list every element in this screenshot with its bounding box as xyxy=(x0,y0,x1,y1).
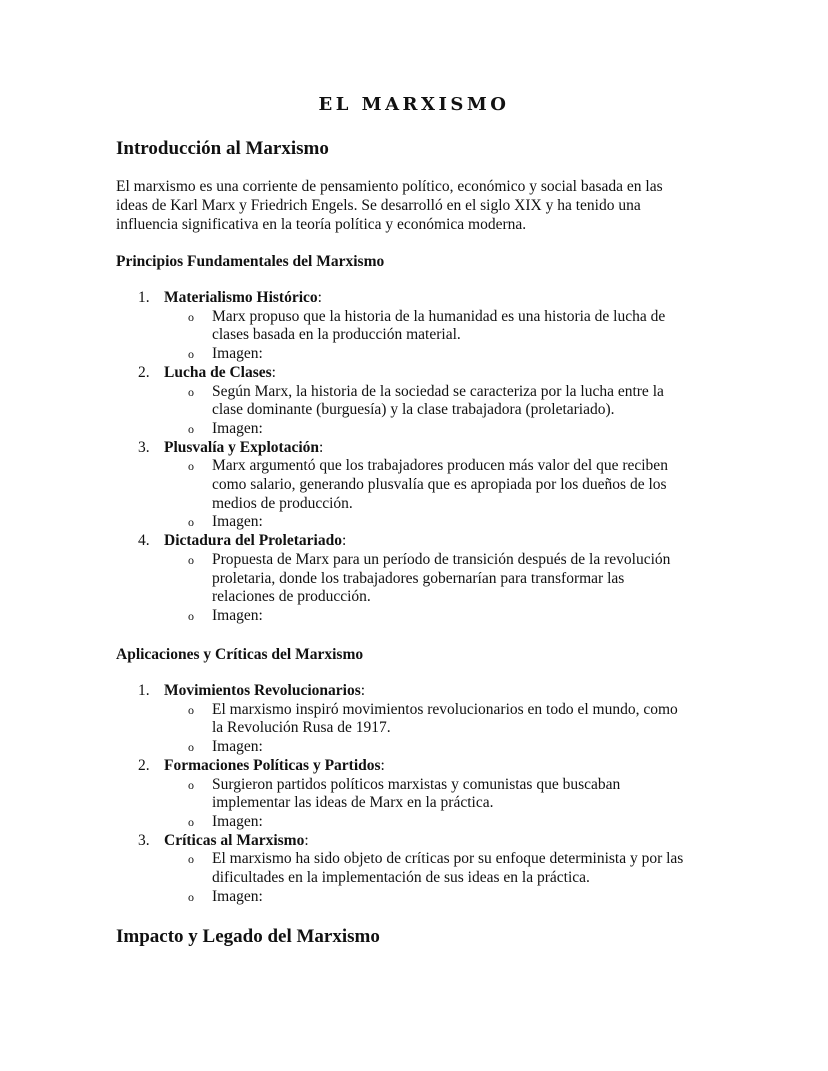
sub-list-item xyxy=(116,383,726,420)
list-item-title: Materialismo Histórico xyxy=(164,289,318,306)
sub-item-text: Marx argumentó que los trabajadores producen más valor del que reciben xyxy=(212,457,668,475)
sub-list-item xyxy=(116,345,726,364)
sub-item-text: Imagen: xyxy=(212,812,263,830)
sub-item-text: El marxismo ha sido objeto de críticas por su enfoque determinista y por las xyxy=(212,850,684,868)
bullet-icon: o xyxy=(188,889,194,904)
bullet-icon: o xyxy=(188,347,194,362)
sub-list-item xyxy=(116,813,726,832)
bullet-icon: o xyxy=(188,459,194,474)
bullet-icon: o xyxy=(188,515,194,530)
sub-list xyxy=(116,308,726,364)
sub-list-item xyxy=(116,308,726,345)
bullet-icon: o xyxy=(188,552,194,567)
bullet-icon: o xyxy=(188,814,194,829)
bullet-icon: o xyxy=(188,702,194,717)
list-item-title: Plusvalía y Explotación xyxy=(164,438,320,456)
sub-list-item xyxy=(116,420,726,439)
list-item-title: Movimientos Revolucionarios xyxy=(164,682,361,699)
intro-line: El marxismo es una corriente de pensamiento político, económico y social basada en las xyxy=(116,178,663,195)
bullet-icon: o xyxy=(188,608,194,623)
list-item-number: 1. xyxy=(138,682,150,699)
list-item-title: Formaciones Políticas y Partidos xyxy=(164,756,381,774)
sub-list xyxy=(116,701,726,757)
sub-item-text: dificultades en la implementación de sus ideas en la práctica. xyxy=(212,869,590,887)
list-item-colon: : xyxy=(317,289,322,306)
sub-item-text: implementar las ideas de Marx en la práctica. xyxy=(212,794,494,812)
list-item-heading xyxy=(116,757,726,776)
intro-line: influencia significativa en la teoría política y económica moderna. xyxy=(116,216,527,233)
sub-item-text: Imagen: xyxy=(212,887,263,905)
sub-item-text: Imagen: xyxy=(212,419,263,437)
list-item-title: Críticas al Marxismo xyxy=(164,831,305,849)
principles-list xyxy=(116,289,726,626)
bullet-icon: o xyxy=(188,384,194,399)
sub-item-text: como salario, generando plusvalía que es apropiada por los dueños de los xyxy=(212,476,667,494)
sub-item-text: Propuesta de Marx para un período de transición después de la revolución xyxy=(212,550,671,568)
list-item-number: 2. xyxy=(138,756,150,774)
bullet-icon: o xyxy=(188,309,194,324)
sub-item-text: Según Marx, la historia de la sociedad se caracteriza por la lucha entre la xyxy=(212,382,664,400)
list-item-colon: : xyxy=(271,363,276,381)
list-item-heading xyxy=(116,832,726,851)
list-item-heading xyxy=(116,439,726,458)
list-item xyxy=(116,682,726,757)
sub-item-text: Imagen: xyxy=(212,345,263,363)
sub-list-item xyxy=(116,551,726,607)
list-item-title: Dictadura del Proletariado xyxy=(164,532,342,550)
list-item-number: 4. xyxy=(138,532,150,550)
sub-item-text: Imagen: xyxy=(212,738,263,756)
applications-heading: Aplicaciones y Críticas del Marxismo xyxy=(116,646,364,663)
list-item-heading xyxy=(116,532,726,551)
applications-list xyxy=(116,682,726,906)
sub-list-item xyxy=(116,888,726,907)
sub-list-item xyxy=(116,607,726,626)
sub-list-item xyxy=(116,738,726,757)
list-item-title: Lucha de Clases xyxy=(164,363,272,381)
bullet-icon: o xyxy=(188,852,194,867)
list-item-heading xyxy=(116,289,726,308)
sub-list-item xyxy=(116,457,726,513)
list-item-heading xyxy=(116,682,726,701)
principles-heading: Principios Fundamentales del Marxismo xyxy=(116,253,385,270)
sub-list-item xyxy=(116,776,726,813)
impact-heading: Impacto y Legado del Marxismo xyxy=(116,926,380,947)
list-item-number: 3. xyxy=(138,438,150,456)
list-item-number: 3. xyxy=(138,831,150,849)
sub-list xyxy=(116,776,726,832)
bullet-icon: o xyxy=(188,421,194,436)
sub-item-text: El marxismo inspiró movimientos revolucionarios en todo el mundo, como xyxy=(212,700,678,718)
sub-item-text: la Revolución Rusa de 1917. xyxy=(212,719,391,737)
sub-item-text: clase dominante (burguesía) y la clase trabajadora (proletariado). xyxy=(212,401,615,419)
bullet-icon: o xyxy=(188,777,194,792)
sub-list xyxy=(116,383,726,439)
sub-list-item xyxy=(116,513,726,532)
list-item xyxy=(116,532,726,626)
list-item-colon: : xyxy=(341,532,347,550)
list-item xyxy=(116,832,726,907)
sub-item-text: proletaria, donde los trabajadores gobernarían para transformar las xyxy=(212,569,625,587)
list-item xyxy=(116,757,726,832)
sub-item-text: relaciones de producción. xyxy=(212,588,371,606)
sub-list-item xyxy=(116,850,726,887)
sub-item-text: medios de producción. xyxy=(212,494,353,512)
document-title: EL MARXISMO xyxy=(318,94,510,115)
intro-line: ideas de Karl Marx y Friedrich Engels. Se desarrolló en el siglo XIX y ha tenido una xyxy=(116,197,641,214)
list-item-colon: : xyxy=(304,831,309,849)
list-item-colon: : xyxy=(360,682,366,699)
sub-item-text: Surgieron partidos políticos marxistas y comunistas que buscaban xyxy=(212,775,621,793)
list-item-heading xyxy=(116,364,726,383)
list-item-colon: : xyxy=(380,756,385,774)
list-item xyxy=(116,439,726,533)
list-item xyxy=(116,364,726,439)
sub-item-text: clases basada en la producción material. xyxy=(212,326,461,344)
list-item xyxy=(116,289,726,364)
sub-list xyxy=(116,850,726,906)
sub-list xyxy=(116,457,726,532)
list-item-number: 1. xyxy=(138,289,150,306)
sub-item-text: Imagen: xyxy=(212,513,263,531)
sub-list xyxy=(116,551,726,626)
sub-item-text: Marx propuso que la historia de la humanidad es una historia de lucha de xyxy=(212,307,666,325)
list-item-number: 2. xyxy=(138,363,150,381)
intro-heading: Introducción al Marxismo xyxy=(116,138,329,159)
bullet-icon: o xyxy=(188,740,194,755)
intro-paragraph xyxy=(116,177,716,234)
sub-list-item xyxy=(116,701,726,738)
list-item-colon: : xyxy=(319,438,324,456)
sub-item-text: Imagen: xyxy=(212,606,263,624)
